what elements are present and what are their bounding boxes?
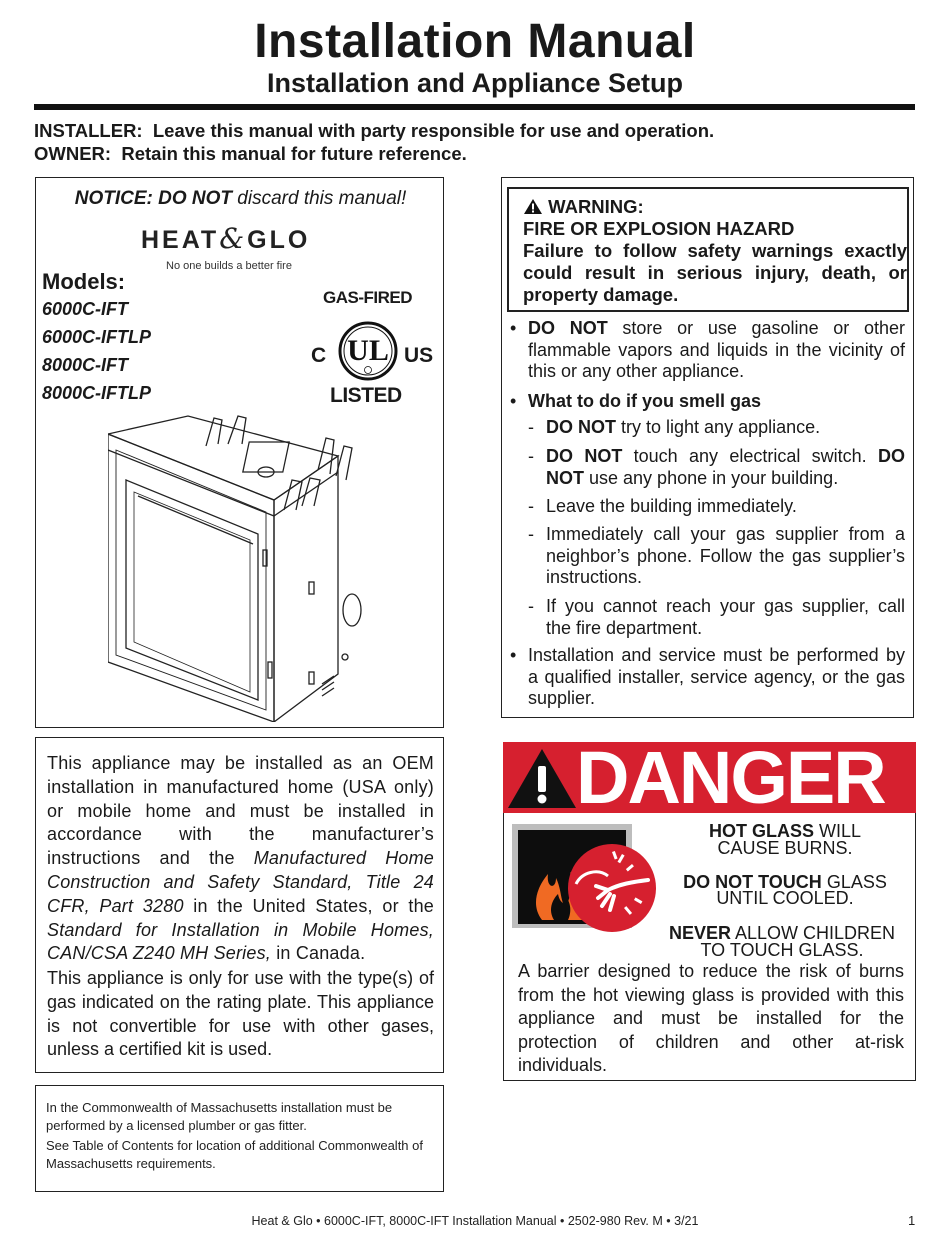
dash: - [528, 596, 534, 616]
ul-listed: LISTED [330, 384, 402, 407]
sub-text: Immediately call your gas supplier from a neighbor’s phone. Follow the gas supplier’s instructions. [546, 524, 905, 587]
oem-standard-2: Standard for Installation in Mobile Homes, CAN/CSA Z240 MH Series, [47, 919, 434, 964]
notice-text: discard this manual! [237, 188, 407, 209]
oem-text-e: in Canada. [276, 943, 366, 964]
oem-standard-1: Manufactured Home Construction and Safety Standard, Title 24 CFR, Part 3280 [47, 848, 435, 916]
brand-logo [141, 222, 310, 255]
mass-paragraph-2: See Table of Contents for location of additional Commonwealth of Massachusetts requirements. [46, 1138, 423, 1171]
page-subtitle: Installation and Appliance Setup [266, 68, 684, 98]
fireplace-illustration [108, 410, 378, 722]
warning-box [501, 177, 914, 718]
warning-bullet [510, 391, 905, 413]
oem-text-a: This appliance may be installed as an OEM installation in manufactured home (USA only) or mobile home and must be installed in accordance with the manufacturer’s instructions and the [47, 753, 434, 869]
warning-sub-item [528, 446, 905, 489]
model-item: 8000C-IFT [42, 355, 129, 375]
danger-line-1b: CAUSE BURNS. [717, 838, 853, 858]
ul-c: C [311, 344, 327, 367]
barrier-paragraph: A barrier designed to reduce the risk of burns from the hot viewing glass is provided with this appliance and must be installed for the protection of children and other at-risk individuals. [518, 961, 904, 1075]
sub-bold-2: DO NOT [546, 446, 905, 488]
warning-sub-item [528, 417, 905, 439]
brand-tagline: No one builds a better fire [166, 260, 292, 272]
mass-paragraph-1: In the Commonwealth of Massachusetts installation must be performed by a licensed plumber or gas fitter. [46, 1100, 393, 1133]
owner-text: Retain this manual for future reference. [121, 143, 467, 164]
models-heading: Models: [42, 269, 126, 294]
danger-line-3-bold: NEVER [668, 923, 731, 943]
bullet-text: store or use gasoline or other flammable vapors and liquids in the vicinity of this or any other appliance. [528, 318, 905, 381]
brand-name-b: GLO [247, 226, 311, 254]
warning-title: WARNING: [548, 196, 644, 217]
ul-logo-text: UL [347, 334, 389, 367]
danger-line-1-bold: HOT GLASS [708, 821, 814, 841]
warning-title-line [523, 196, 644, 218]
page-number: 1 [908, 1213, 916, 1228]
bullet-bold: DO NOT [528, 318, 608, 338]
sub-text-2: use any phone in your building. [589, 467, 839, 488]
hot-glass-icon [512, 824, 672, 936]
installer-label: INSTALLER: [34, 120, 143, 141]
page-title: Installation Manual [254, 15, 696, 68]
model-item: 8000C-IFTLP [42, 383, 152, 403]
gas-type-paragraph: This appliance is only for use with the type(s) of gas indicated on the rating plate. This appliance is not convertible for use with other gases, unless a certified kit is used. [47, 968, 434, 1060]
danger-triangle-icon [506, 746, 578, 810]
warning-header-box [507, 187, 909, 312]
bullet-text: Installation and service must be performed by a qualified installer, service agency, or the gas supplier. [528, 645, 905, 708]
owner-line [34, 143, 467, 165]
notice-bold: NOTICE: DO NOT [74, 188, 233, 209]
oem-box [35, 737, 444, 1073]
installer-line [34, 120, 714, 142]
bullet-dot: • [510, 645, 517, 665]
massachusetts-box [35, 1085, 444, 1192]
dash: - [528, 524, 534, 544]
ul-logo-icon [338, 320, 398, 382]
warning-sub-item [528, 524, 905, 589]
model-item: 6000C-IFT [42, 299, 129, 319]
warning-hazard: FIRE OR EXPLOSION HAZARD [523, 218, 795, 239]
dash: - [528, 417, 534, 437]
model-item: 6000C-IFTLP [42, 327, 152, 347]
danger-line-3-text: ALLOW CHILDREN [735, 923, 896, 943]
danger-word: DANGER [576, 736, 885, 819]
header-rule [34, 104, 915, 110]
bullet-dot: • [510, 318, 517, 338]
warning-message: Failure to follow safety warnings exactly could result in serious injury, death, or property damage. [523, 240, 907, 305]
sub-bold: DO NOT [546, 417, 616, 437]
brand-name-a: HEAT [141, 226, 220, 254]
danger-line-2-bold: DO NOT TOUCH [683, 872, 822, 892]
danger-line-2b: UNTIL COOLED. [716, 888, 854, 908]
warning-triangle-icon [523, 198, 543, 215]
ul-us: US [404, 344, 434, 367]
sub-text: Leave the building immediately. [546, 496, 797, 516]
owner-label: OWNER: [34, 143, 112, 164]
sub-bold: DO NOT [546, 446, 623, 466]
oem-paragraph [47, 752, 434, 966]
brand-amp: & [219, 222, 248, 255]
ul-gas-fired: GAS-FIRED [323, 288, 412, 307]
notice-line [36, 188, 445, 210]
warning-bullet [510, 318, 905, 383]
danger-line-1-text: WILL [819, 821, 862, 841]
warning-sub-item [528, 496, 905, 518]
warning-sub-item [528, 596, 905, 639]
dash: - [528, 446, 534, 466]
page-footer: Heat & Glo • 6000C-IFT, 8000C-IFT Installation Manual • 2502-980 Rev. M • 3/21 [251, 1214, 699, 1228]
smell-gas-heading: What to do if you smell gas [528, 391, 762, 411]
sub-text: touch any electrical switch. [633, 446, 867, 466]
models-box [35, 177, 444, 728]
sub-text: If you cannot reach your gas supplier, call the fire department. [546, 596, 905, 638]
sub-text: try to light any appliance. [621, 417, 821, 437]
danger-line-3b: TO TOUCH GLASS. [700, 940, 864, 960]
installer-text: Leave this manual with party responsible for use and operation. [152, 120, 715, 141]
dash: - [528, 496, 534, 516]
oem-text-c: in the United States, or the [193, 895, 434, 916]
danger-line-2-text: GLASS [826, 872, 887, 892]
warning-bullet [510, 645, 905, 710]
bullet-dot: • [510, 391, 517, 411]
